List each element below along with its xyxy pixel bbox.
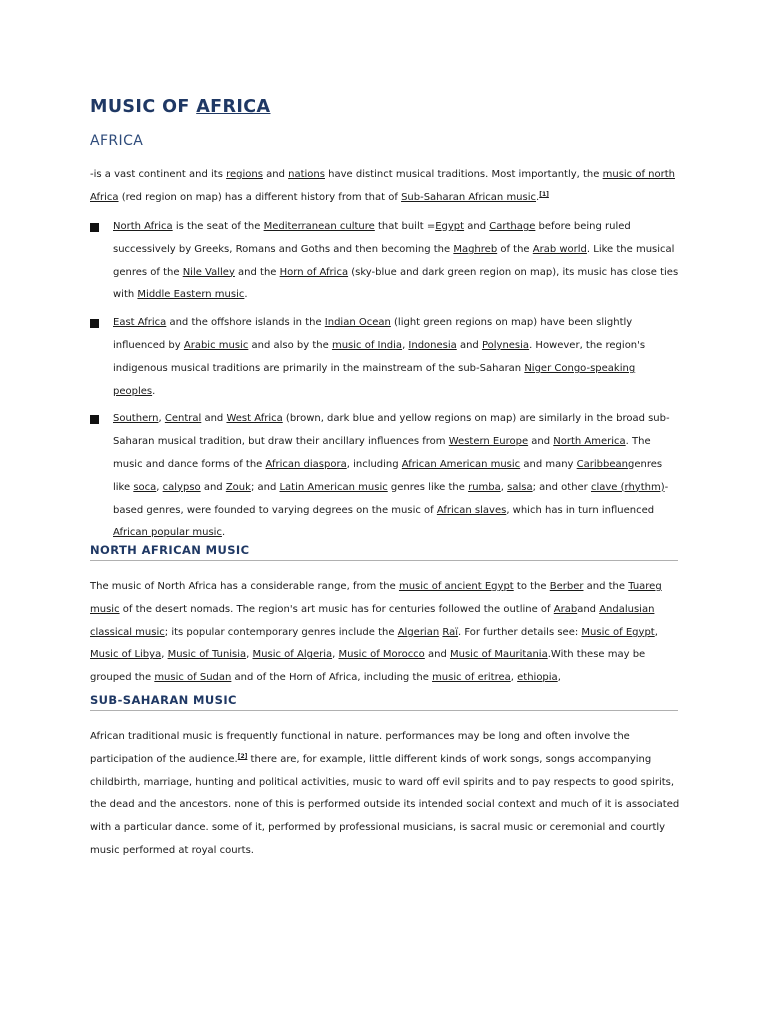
- inline-link[interactable]: clave (rhythm): [590, 481, 665, 493]
- text-run: . However, the region's indigenous musical traditions are primarily in the mainstream of the sub-Saharan: [113, 339, 646, 374]
- inline-link[interactable]: calypso: [162, 481, 201, 493]
- inline-link[interactable]: Zouk: [225, 481, 251, 493]
- text-run: The music of North Africa has a considerable range, from the: [90, 581, 399, 592]
- text-run: ,: [402, 339, 409, 351]
- inline-link[interactable]: salsa: [507, 481, 533, 493]
- text-run: . The music and dance forms of the: [113, 436, 651, 470]
- inline-link[interactable]: Arab world: [532, 243, 587, 255]
- north-african-paragraph: [90, 576, 680, 690]
- text-run: ; and: [250, 481, 280, 493]
- text-run: .: [221, 527, 226, 539]
- text-run: before being ruled successively by Greeks, Romans and Goths and then becoming the: [113, 221, 631, 255]
- text-run: African traditional music is frequently functional in nature. performances may be long and often involve the participation of the audience.: [90, 731, 630, 765]
- title-africa-link[interactable]: AFRICA: [196, 97, 271, 117]
- text-run: ; and other: [532, 481, 591, 493]
- citation-ref-link[interactable]: [1]: [539, 190, 549, 198]
- inline-link[interactable]: Sub-Saharan African music: [401, 191, 537, 203]
- text-run: there are, for example, little different kinds of work songs, songs accompanying childbirth, marriage, hunting and political activities, music to ward off evil spirits and to pay respects to good spirits, the dead and the ancestors. none of this is performed outside its intended social context and much of it is associated with a particular dance. some of it, performed by professional musicians, is sacral music or ceremonial and courtly music performed at royal courts.: [90, 753, 680, 856]
- text-run: and: [200, 481, 226, 493]
- text-run: and: [424, 649, 450, 661]
- title-prefix: MUSIC OF: [90, 97, 197, 117]
- inline-link[interactable]: Nile Valley: [182, 266, 235, 278]
- inline-link[interactable]: regions: [226, 169, 263, 180]
- inline-link[interactable]: Mediterranean culture: [263, 221, 375, 232]
- text-run: of the desert nomads. The region's art music has for centuries followed the outline of: [119, 603, 554, 615]
- text-run: to the: [513, 581, 550, 592]
- sub-saharan-paragraph: [90, 726, 680, 863]
- text-run: .: [244, 289, 248, 301]
- inline-link[interactable]: Southern: [113, 413, 159, 425]
- text-run: genres like: [113, 458, 663, 493]
- inline-link[interactable]: Raï: [442, 626, 459, 638]
- text-run: .With these may be grouped the: [90, 649, 646, 684]
- text-run: .: [152, 385, 156, 397]
- text-run: (light green regions on map) have been slightly influenced by: [113, 317, 633, 351]
- inline-link[interactable]: Polynesia: [481, 339, 530, 351]
- inline-link[interactable]: East Africa: [113, 317, 167, 329]
- text-run: and: [456, 339, 482, 351]
- page-title: [90, 97, 270, 117]
- text-run: ,: [557, 672, 561, 684]
- inline-link[interactable]: Music of Tunisia: [167, 649, 247, 661]
- text-run: ,: [654, 626, 658, 638]
- bullet-square-icon: [90, 415, 99, 424]
- text-run: is the seat of the: [172, 221, 264, 232]
- inline-link[interactable]: Niger Congo-speaking peoples: [113, 362, 636, 397]
- inline-link[interactable]: Music of Egypt: [581, 626, 655, 638]
- bullet-text: [113, 317, 645, 396]
- inline-link[interactable]: Algerian: [397, 626, 440, 638]
- inline-link[interactable]: Tuareg music: [90, 581, 662, 615]
- inline-link[interactable]: music of Sudan: [154, 672, 232, 684]
- text-run: and the offshore islands in the: [166, 317, 325, 329]
- text-run: and: [201, 413, 227, 425]
- north-african-music-heading: NORTH AFRICAN MUSIC: [90, 543, 678, 561]
- inline-link[interactable]: music of north Africa: [90, 169, 675, 203]
- text-run: , which has in turn influenced: [506, 504, 655, 516]
- inline-link[interactable]: Middle Eastern music: [137, 289, 245, 301]
- inline-link[interactable]: ethiopia: [517, 672, 558, 684]
- inline-link[interactable]: music of India: [331, 339, 403, 351]
- inline-link[interactable]: Andalusian classical music: [90, 603, 655, 638]
- text-run: and also by the: [248, 339, 332, 351]
- intro-paragraph: [90, 164, 680, 210]
- text-run: and: [262, 169, 289, 180]
- text-run: of the: [497, 243, 533, 255]
- text-run: . For further details see:: [458, 626, 582, 638]
- text-run: ,: [156, 481, 163, 493]
- text-run: that built =: [374, 221, 436, 232]
- text-run: and the: [583, 581, 629, 592]
- bullet-item-north-africa: [90, 216, 680, 307]
- text-run: and: [577, 603, 600, 615]
- bullet-list: [90, 216, 680, 550]
- text-run: have distinct musical traditions. Most importantly, the: [324, 169, 603, 180]
- inline-link[interactable]: Arabic music: [183, 339, 249, 351]
- inline-link[interactable]: North Africa: [113, 221, 173, 232]
- text-run: ,: [510, 672, 518, 684]
- inline-link[interactable]: nations: [288, 169, 325, 180]
- text-run: -is a vast continent and its: [90, 169, 227, 180]
- bullet-square-icon: [90, 319, 99, 328]
- inline-link[interactable]: African popular music: [113, 527, 222, 539]
- text-run: , including: [346, 458, 402, 470]
- inline-link[interactable]: West Africa: [226, 413, 283, 425]
- text-run: and many: [520, 458, 577, 470]
- inline-link[interactable]: African diaspora: [265, 458, 347, 470]
- inline-link[interactable]: Music of Mauritania: [449, 649, 548, 661]
- text-run: (sky-blue and dark green region on map), its music has close ties with: [113, 266, 679, 301]
- inline-link[interactable]: Horn of Africa: [279, 266, 349, 278]
- inline-link[interactable]: music of eritrea: [432, 672, 511, 684]
- inline-link[interactable]: Music of Morocco: [338, 649, 425, 661]
- text-run: .: [536, 191, 540, 203]
- sub-saharan-music-heading: SUB-SAHARAN MUSIC: [90, 693, 678, 711]
- inline-link[interactable]: music of ancient Egypt: [398, 581, 514, 592]
- inline-link[interactable]: Carthage: [489, 221, 536, 232]
- bullet-item-east-africa: [90, 312, 680, 403]
- inline-link[interactable]: Music of Algeria: [252, 649, 333, 661]
- bullet-text: [113, 221, 678, 300]
- inline-link[interactable]: Caribbean: [576, 458, 628, 470]
- text-run: and: [464, 221, 490, 232]
- inline-link[interactable]: soca: [133, 481, 157, 493]
- inline-link[interactable]: Maghreb: [453, 243, 498, 255]
- text-run: (red region on map) has a different history from that of: [118, 191, 402, 203]
- text-run: -based genres, were founded to varying degrees on the music of: [113, 481, 669, 516]
- inline-link[interactable]: Central: [164, 413, 202, 425]
- inline-link[interactable]: Arab: [553, 603, 578, 615]
- inline-link[interactable]: African American music: [401, 458, 521, 470]
- text-run: ,: [161, 649, 168, 661]
- text-run: ,: [246, 649, 253, 661]
- inline-link[interactable]: Music of Libya: [90, 649, 162, 661]
- inline-link[interactable]: North America: [553, 436, 626, 448]
- subtitle: AFRICA: [90, 133, 144, 149]
- inline-link[interactable]: African slaves: [436, 504, 507, 516]
- bullet-text: [113, 413, 670, 538]
- bullet-square-icon: [90, 223, 99, 232]
- text-run: and the: [234, 266, 280, 278]
- inline-link[interactable]: Indian Ocean: [324, 317, 391, 329]
- citation-ref-link[interactable]: [2]: [237, 752, 248, 760]
- bullet-item-southern-central-west-africa: [90, 408, 680, 545]
- inline-link[interactable]: Latin American music: [279, 481, 388, 493]
- text-run: ,: [500, 481, 508, 493]
- text-run: ; its popular contemporary genres include the: [164, 626, 398, 638]
- inline-link[interactable]: Western Europe: [448, 436, 529, 448]
- inline-link[interactable]: Berber: [549, 581, 584, 592]
- text-run: ,: [158, 413, 165, 425]
- text-run: genres like the: [387, 481, 469, 493]
- inline-link[interactable]: rumba: [468, 481, 501, 493]
- text-run: and of the Horn of Africa, including the: [231, 672, 433, 684]
- text-run: . Like the musical genres of the: [113, 243, 675, 278]
- inline-link[interactable]: Egypt: [435, 221, 465, 232]
- inline-link[interactable]: Indonesia: [408, 339, 457, 351]
- text-run: and: [528, 436, 554, 448]
- text-run: (brown, dark blue and yellow regions on map) are similarly in the broad sub-Saharan musical tradition, but draw their ancillary influences from: [113, 413, 670, 448]
- text-run: ,: [332, 649, 339, 661]
